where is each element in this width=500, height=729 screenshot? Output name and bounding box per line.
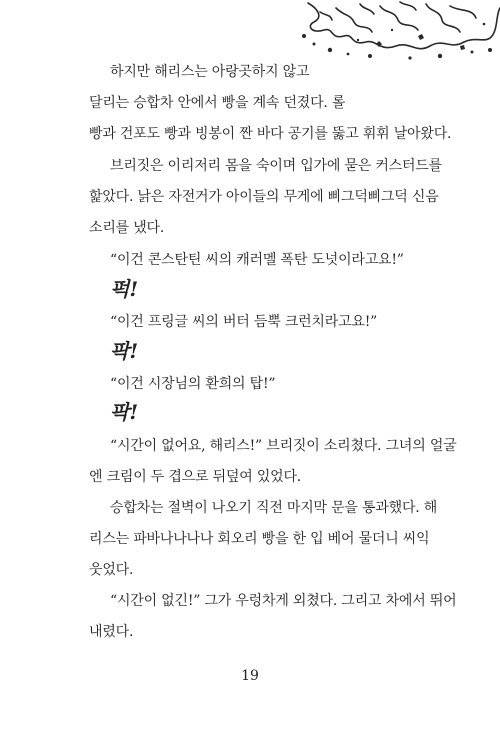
body-text-line: 웃었다. [89,562,134,578]
dialogue-line: “시간이 없어요, 해리스!” 브리짓이 소리쳤다. 그녀의 얼굴 [110,438,457,454]
body-text-line: 소리를 냈다. [89,220,165,236]
sound-effect: 팍! [110,400,139,424]
ink-splash-illustration [300,0,500,62]
body-text-line: 빵과 건포도 빵과 빙봉이 짠 바다 공기를 뚫고 휘휘 날아왔다. [89,126,452,142]
sound-effect: 팍! [110,339,139,363]
body-text-line: 핥았다. 낡은 자전거가 아이들의 무게에 삐그덕삐그덕 신음 [89,189,439,205]
dialogue-line: “시간이 없긴!” 그가 우렁차게 외쳤다. 그리고 차에서 뛰어 [110,593,457,609]
body-text-line: 리스는 파바나나나나 회오리 빵을 한 입 베어 물더니 씨익 [89,531,430,547]
body-text-line: 달리는 승합차 안에서 빵을 계속 던졌다. 롤 [89,95,346,111]
body-text-line: 내렸다. [89,624,134,640]
sound-effect: 퍽! [110,277,139,301]
body-text-line: 승합차는 절벽이 나오기 직전 마지막 문을 통과했다. 해 [110,500,438,516]
dialogue-line: “이건 콘스탄틴 씨의 캐러멜 폭탄 도넛이라고요!” [110,252,404,268]
page-number: 19 [241,668,259,684]
body-text-line: 엔 크림이 두 겹으로 뒤덮여 있었다. [89,469,302,485]
dialogue-line: “이건 시장님의 환희의 탑!” [110,376,276,392]
body-text-line: 브리짓은 이리저리 몸을 숙이며 입가에 묻은 커스터드를 [110,158,442,174]
body-text-line: 하지만 해리스는 아랑곳하지 않고 [110,64,310,80]
dialogue-line: “이건 프링글 씨의 버터 듬뿍 크런치라고요!” [110,314,378,330]
